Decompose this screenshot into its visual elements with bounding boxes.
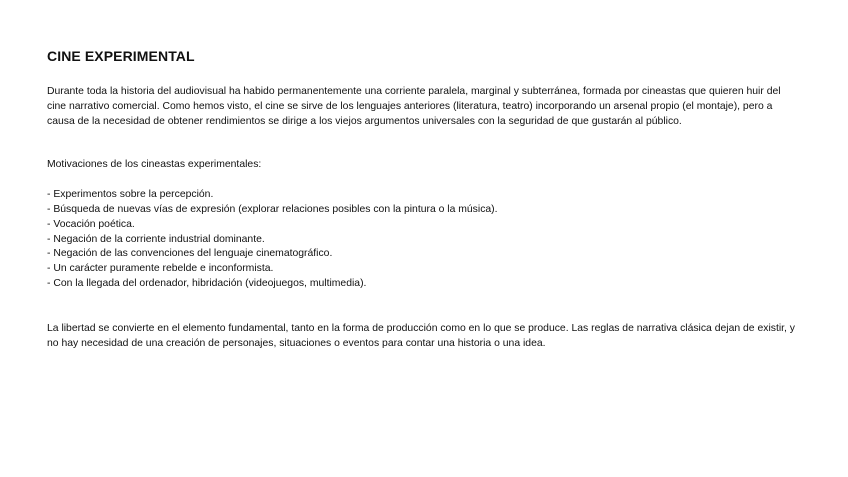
list-item: - Búsqueda de nuevas vías de expresión (explorar relaciones posibles con la pintura o la música). bbox=[47, 203, 498, 215]
intro-paragraph: Durante toda la historia del audiovisual ha habido permanentemente una corriente paralela, marginal y subterránea, formada por cineastas que quieren huir del cine narrativo comercial. Como hemos visto, el cine se sirve de los lenguajes anteriores (literatura, teatro) incorporando un arsenal propio (el montaje), pero a causa de la necesidad de obtener rendimientos se dirige a los viejos argumentos universales con la seguridad de que gustarán al público. bbox=[47, 86, 781, 127]
document-title: CINE EXPERIMENTAL bbox=[47, 48, 195, 64]
list-item: - Un carácter puramente rebelde e inconformista. bbox=[47, 263, 274, 275]
motivations-list bbox=[47, 188, 797, 292]
list-item: - Negación de la corriente industrial dominante. bbox=[47, 233, 265, 245]
document-page bbox=[47, 47, 797, 351]
list-item: - Vocación poética. bbox=[47, 218, 135, 230]
motivations-heading: Motivaciones de los cineastas experimentales: bbox=[47, 159, 262, 171]
list-item: - Experimentos sobre la percepción. bbox=[47, 189, 214, 201]
list-item: - Negación de las convenciones del lenguaje cinematográfico. bbox=[47, 248, 333, 260]
list-item: - Con la llegada del ordenador, hibridación (videojuegos, multimedia). bbox=[47, 277, 367, 289]
closing-paragraph: La libertad se convierte en el elemento fundamental, tanto en la forma de producción como en lo que se produce. Las reglas de narrativa clásica dejan de existir, y no hay necesidad de una creación de personajes, situaciones o eventos para contar una historia o una idea. bbox=[47, 322, 795, 349]
